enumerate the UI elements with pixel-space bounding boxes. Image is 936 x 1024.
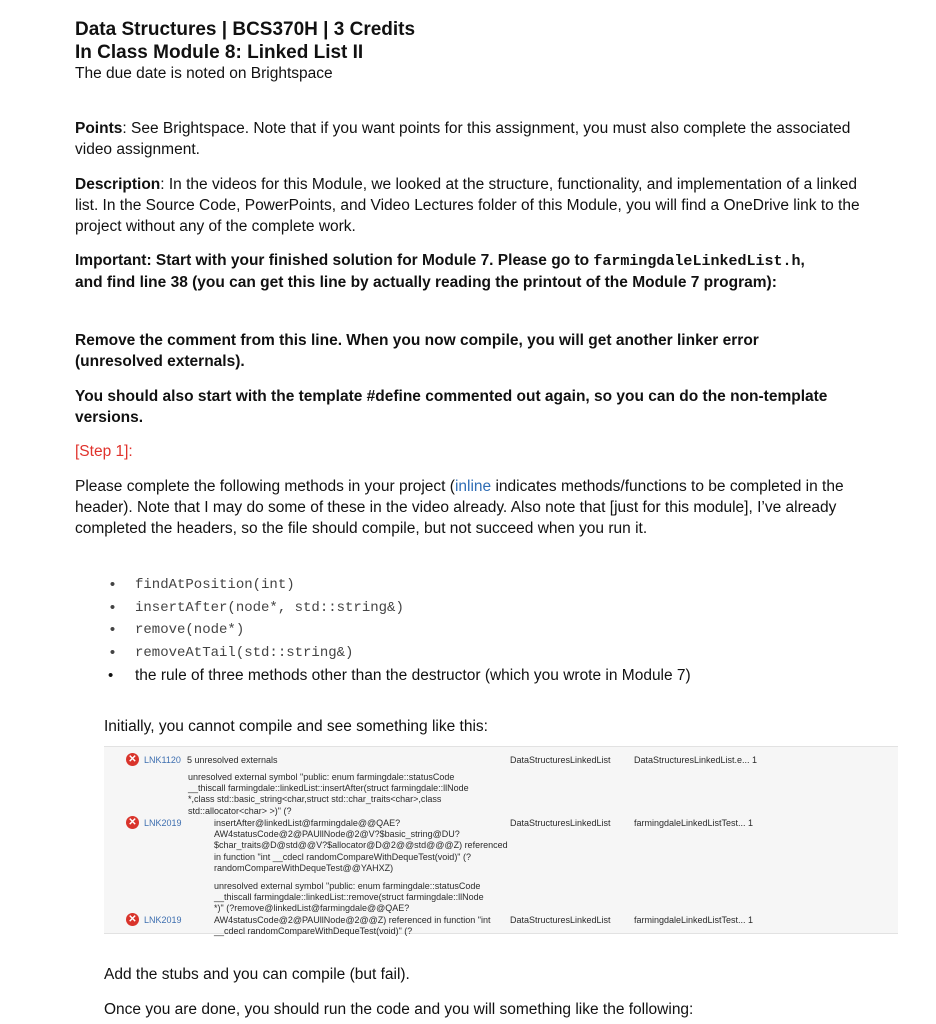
error-line: std::allocator<char> >)" (? [188,805,292,816]
error-icon: ✕ [126,816,139,829]
method-item: • remove(node*) [75,620,855,641]
error-description-continued [214,818,534,874]
points-label: Points [75,120,123,137]
error-line: *)" (?remove@linkedList@farmingdale@@QAE? [214,903,410,914]
error-line: __thiscall farmingdale::linkedList::insertAfter(struct farmingdale::llNode [188,783,469,794]
method-item: • insertAfter(node*, std::string&) [75,598,855,619]
error-line: __cdecl randomCompareWithDequeTest(void)" (? [214,925,413,936]
method-item: • findAtPosition(int) [75,575,855,596]
error-line: __thiscall farmingdale::linkedList::remove(struct farmingdale::llNode [214,892,484,903]
important-part2: , and find line 38 (you can get this line by actually reading the printout of the Module 7 program): [75,252,805,291]
step1-heading: [Step 1]: [75,443,133,460]
important-paragraph [75,250,835,293]
stubs-text: Add the stubs and you can compile (but fail). [104,966,410,983]
error-line: $char_traits@D@std@@V?$allocator@D@2@@std@@@Z) referenced [214,840,508,851]
error-icon: ✕ [126,913,139,926]
error-line: *,class std::basic_string<char,struct std::char_traits<char>,class [188,794,442,805]
inline-keyword: inline [454,478,492,495]
instructions-part1: Please complete the following methods in your project ( [75,478,455,495]
description-text: : In the videos for this Module, we looked at the structure, functionality, and implementation of a linked list. In the Source Code, PowerPoints, and Video Lectures folder of this Module, you will find a OneDrive link to the project without any of the complete work. [75,176,860,235]
description-label: Description [75,176,161,193]
methods-list [75,575,855,686]
error-file: farmingdaleLinkedListTest... 1 [634,915,754,925]
description-paragraph [75,174,870,237]
document-page [75,18,875,84]
error-line: unresolved external symbol "public: enum farmingdale::statusCode [214,881,481,891]
error-file: DataStructuresLinkedList.e... 1 [634,755,758,765]
error-project: DataStructuresLinkedList [510,818,611,828]
points-paragraph [75,118,865,160]
once-done-text: Once you are done, you should run the code and you will something like the following: [104,1001,694,1018]
error-line: AW4statusCode@2@PAUllNode@2@V?$basic_string@DU? [214,829,460,840]
error-project: DataStructuresLinkedList [510,755,611,765]
initially-text: Initially, you cannot compile and see something like this: [104,718,488,735]
course-title: Data Structures | BCS370H | 3 Credits [75,19,416,40]
remove-comment-note: Remove the comment from this line. When you now compile, you will get another linker error (unresolved externals). [75,332,759,370]
error-list-panel [104,746,898,934]
module-title: In Class Module 8: Linked List II [75,42,364,63]
important-filename: farmingdaleLinkedList.h [593,253,801,270]
due-date-note: The due date is noted on Brightspace [75,65,333,82]
error-description: 5 unresolved externals [187,755,278,765]
error-line: randomCompareWithDequeTest@@YAHXZ) [214,862,394,873]
method-item: • removeAtTail(std::string&) [75,643,855,664]
error-project: DataStructuresLinkedList [510,915,611,925]
important-part1: Important: Start with your finished solution for Module 7. Please go to [75,252,594,269]
error-icon: ✕ [126,753,139,766]
template-note: You should also start with the template #define commented out again, so you can do the non-template versions. [75,388,828,426]
instructions-part2: indicates methods/functions to be completed in the header). Note that I may do some of these in the video already. Also note that [just for this module], I’ve already completed the headers, so the file should compile, but not succeed when you run it. [75,478,844,537]
points-text: : See Brightspace. Note that if you want points for this assignment, you must also complete the associated video assignment. [75,120,851,158]
error-code: LNK2019 [144,915,182,925]
method-item: • the rule of three methods other than the destructor (which you wrote in Module 7) [75,665,855,686]
error-description [188,772,508,817]
error-code: LNK1120 [144,755,181,765]
instructions-paragraph [75,476,855,539]
error-line: insertAfter@linkedList@farmingdale@@QAE? [214,818,401,828]
error-file: farmingdaleLinkedListTest... 1 [634,818,754,828]
error-code: LNK2019 [144,818,182,828]
error-description [214,881,534,937]
error-line: in function "int __cdecl randomCompareWithDequeTest(void)" (? [214,851,472,862]
error-line: AW4statusCode@2@PAUllNode@2@@Z) referenced in function "int [214,914,491,925]
error-line: unresolved external symbol "public: enum farmingdale::statusCode [188,772,455,782]
